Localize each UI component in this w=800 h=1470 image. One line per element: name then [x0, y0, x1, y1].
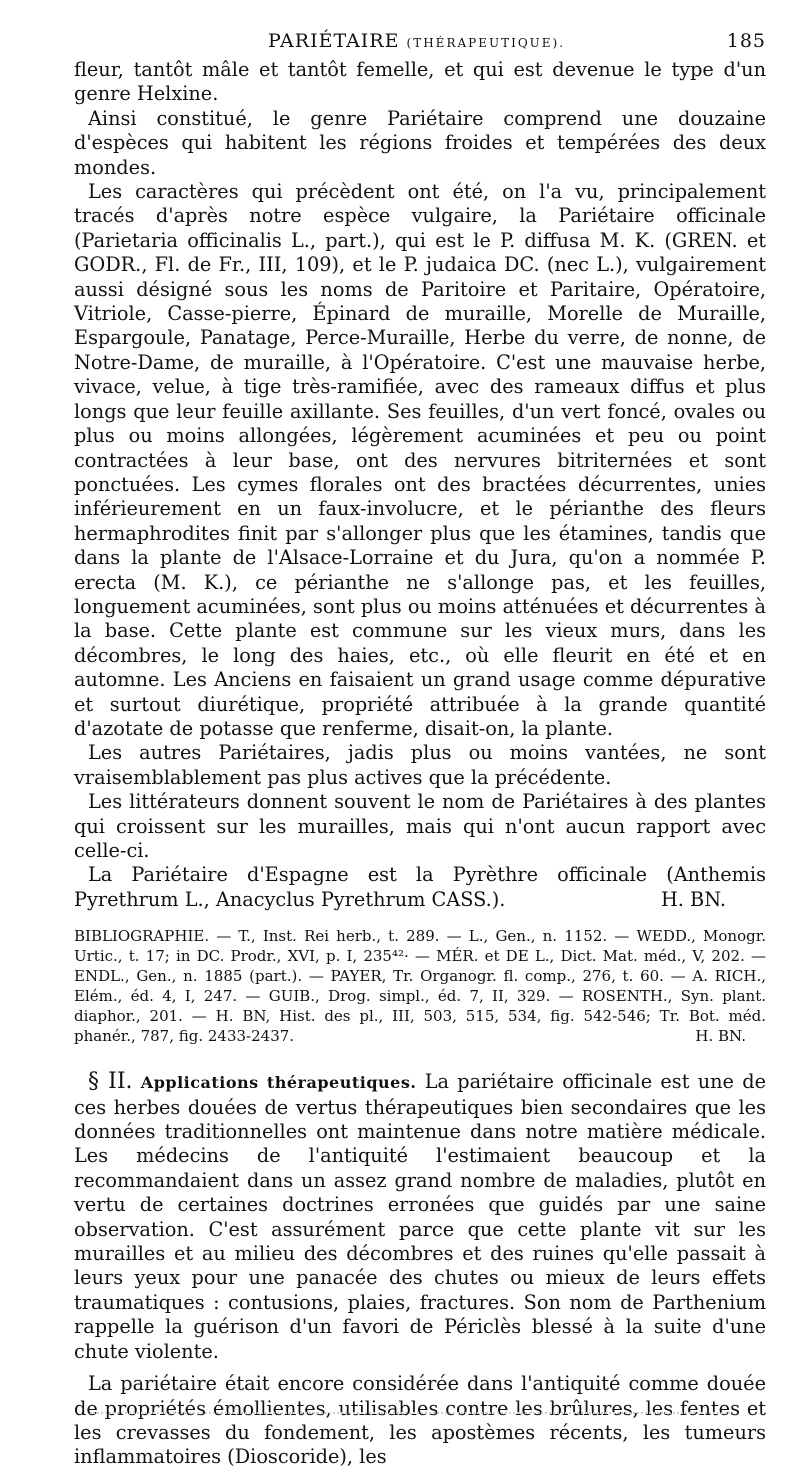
bibliography-text: BIBLIOGRAPHIE. — T., Inst. Rei herb., t. 289. — L., Gen., n. 1152. — WEDD., Monogr. Urtic., t. 17; in DC. Prodr., XVI, p. I, 235⁴²· — MÉR. et DE L., Dict. Mat. méd., V, 202. — ENDL., Gen., n. 1885 (part.). — PAYER, Tr. Organogr. fl. comp., 276, t. 60. — A. RICH., Elém., éd. 4, I, 247. — GUIB., Drog. simpl., éd. 7, II, 329. — ROSENTH., Syn. plant. diaphor., 201. — H. BN, Hist. des pl., III, 503, 515, 534, fig. 542-546; Tr. Bot. méd. phanér., 787, fig. 2433-2437. [74, 927, 766, 1046]
paragraph-6 [74, 863, 766, 912]
section-2 [74, 1070, 766, 1470]
running-title-subtitle: (THÉRAPEUTIQUE). [406, 36, 566, 50]
bottom-scan-noise [90, 1412, 730, 1416]
section-2-paragraph-2: La pariétaire était encore considérée dans l'antiquité comme douée de propriétés émollientes, utilisables contre les brûlures, les fentes et les crevasses du fondement, les apostèmes récents, les tumeurs inflammatoires (Dioscoride), les [74, 1372, 766, 1469]
page [74, 22, 766, 1470]
section-2-text-1: La pariétaire officinale est une de ces herbes douées de vertus thérapeutiques bien secondaires que les données traditionnelles ont maintenue dans notre matière médicale. Les médecins de l'antiquité l'estimaient beaucoup et la recommandaient dans un assez grand nombre de maladies, plutôt en vertu de certaines doctrines erronées que guidés par une saine observation. C'est assurément parce que cette plante vit sur les murailles et au milieu des décombres et des ruines qu'elle passait à leurs yeux pour une panacée des chutes ou mieux de leurs effets traumatiques : contusions, plaies, fractures. Son nom de Parthenium rappelle la guérison d'un favori de Périclès blessé à la suite d'une chute violente. [74, 1070, 766, 1363]
section-2-paragraph-1 [74, 1070, 766, 1364]
bibliography-signature: H. BN. [695, 1027, 746, 1046]
paragraph-2: Ainsi constitué, le genre Pariétaire comprend une douzaine d'espèces qui habitent les régions froides et tempérées des deux mondes. [74, 106, 766, 179]
paragraph-6-text: La Pariétaire d'Espagne est la Pyrèthre officinale (Anthemis Pyrethrum L., Anacyclus Pyrethrum CASS.). [74, 863, 766, 911]
section-mark: § II. [88, 1069, 133, 1095]
bibliography [74, 926, 766, 1046]
running-title-main: PARIÉTAIRE [268, 30, 400, 52]
paragraph-3: Les caractères qui précèdent ont été, on l'a vu, principalement tracés d'après notre espèce vulgaire, la Pariétaire officinale (Parietaria officinalis L., part.), qui est le P. diffusa M. K. (GREN. et GODR., Fl. de Fr., III, 109), et le P. judaica DC. (nec L.), vulgairement aussi désigné sous les noms de Paritoire et Paritaire, Opératoire, Vitriole, Casse-pierre, Épinard de muraille, Morelle de Muraille, Espargoule, Panatage, Perce-Muraille, Herbe du verre, de nonne, de Notre-Dame, de muraille, à l'Opératoire. C'est une mauvaise herbe, vivace, velue, à tige très-ramifiée, avec des rameaux diffus et plus longs que leur feuille axillante. Ses feuilles, d'un vert foncé, ovales ou plus ou moins allongées, légèrement acuminées et peu ou point contractées à leur base, ont des nervures bitriternées et sont ponctuées. Les cymes florales ont des bractées décurrentes, unies inférieurement en un faux-involucre, et le périanthe des fleurs hermaphrodites finit par s'allonger plus que les étamines, tandis que dans la plante de l'Alsace-Lorraine et du Jura, qu'on a nommée P. erecta (M. K.), ce périanthe ne s'allonge pas, et les feuilles, longuement acuminées, sont plus ou moins atténuées et décurrentes à la base. Cette plante est commune sur les vieux murs, dans les décombres, le long des haies, etc., où elle fleurit en été et en automne. Les Anciens en faisaient un grand usage comme dépurative et surtout diurétique, propriété attribuée à la grande quantité d'azotate de potasse que renferme, disait-on, la plante. [74, 180, 766, 740]
paragraph-4: Les autres Pariétaires, jadis plus ou moins vantées, ne sont vraisemblablement pas plus actives que la précédente. [74, 741, 766, 789]
page-number: 185 [726, 30, 766, 52]
running-head [74, 22, 766, 58]
running-title [268, 30, 565, 52]
author-signature: H. BN. [660, 887, 726, 911]
paragraph-5: Les littérateurs donnent souvent le nom de Pariétaires à des plantes qui croissent sur les murailles, mais qui n'ont aucun rapport avec celle-ci. [74, 790, 766, 862]
section-heading: Applications thérapeutiques. [140, 1073, 417, 1093]
paragraph-1: fleur, tantôt mâle et tantôt femelle, et qui est devenue le type d'un genre Helxine. [74, 58, 766, 106]
